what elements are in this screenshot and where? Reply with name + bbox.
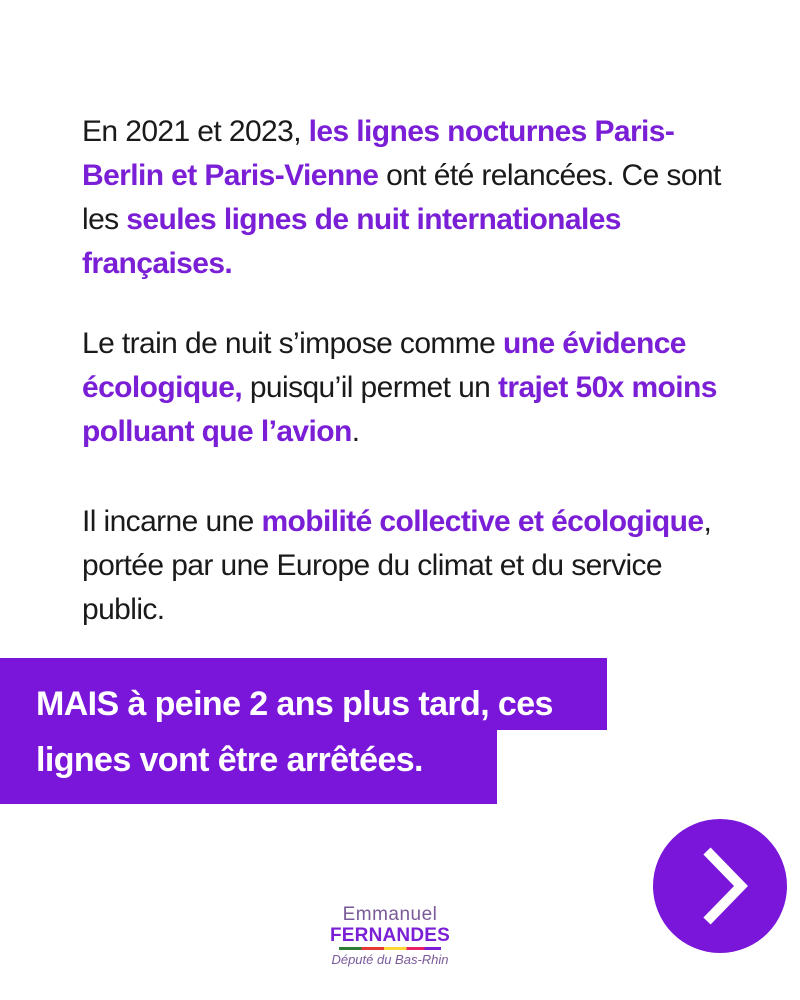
paragraph-line — [82, 242, 732, 286]
chevron-right-icon — [653, 819, 787, 953]
paragraph-line — [82, 410, 732, 454]
banner-line: lignes vont être arrêtées. — [0, 730, 497, 804]
text-segment: Le train de nuit s’impose comme — [82, 327, 504, 360]
paragraph-line — [82, 588, 732, 632]
paragraph-line — [82, 322, 732, 366]
highlighted-text: polluant que l’avion — [82, 415, 352, 448]
highlighted-text: Berlin et Paris-Vienne — [82, 159, 379, 192]
text-segment: public. — [82, 593, 165, 626]
paragraph-collective-mobility — [82, 500, 732, 632]
paragraph-line — [82, 500, 732, 544]
text-segment: En 2021 et 2023, — [82, 115, 309, 148]
paragraph-line — [82, 110, 732, 154]
highlighted-text: les lignes nocturnes Paris- — [308, 115, 675, 148]
text-segment: ont été relancées. Ce sont — [378, 159, 721, 192]
text-segment: . — [351, 415, 360, 448]
paragraph-line — [82, 366, 732, 410]
paragraph-line — [82, 544, 732, 588]
highlighted-text: mobilité collective et écologique — [261, 505, 704, 538]
text-segment: Il incarne une — [82, 505, 262, 538]
text-segment: les — [82, 203, 127, 236]
paragraph-line — [82, 154, 732, 198]
highlighted-text: une évidence — [503, 327, 686, 360]
banner-line: MAIS à peine 2 ans plus tard, ces — [0, 658, 607, 730]
highlighted-text: françaises. — [82, 247, 233, 280]
paragraph-night-lines-relaunch — [82, 110, 732, 286]
text-segment: puisqu’il permet un — [242, 371, 498, 404]
signature-last-name: FERNANDES — [329, 925, 451, 946]
text-segment: portée par une Europe du climat et du service — [82, 549, 663, 582]
paragraph-ecological-evidence — [82, 322, 732, 454]
signature-logo — [320, 904, 460, 968]
signature-color-rule — [339, 947, 441, 950]
paragraph-line — [82, 198, 732, 242]
highlighted-text: trajet 50x moins — [497, 371, 717, 404]
highlighted-text: écologique, — [82, 371, 243, 404]
highlighted-text: seules lignes de nuit internationales — [126, 203, 621, 236]
next-slide-button[interactable] — [653, 819, 787, 953]
signature-first-name: Emmanuel — [342, 904, 438, 925]
text-segment: , — [703, 505, 712, 538]
signature-role: Député du Bas-Rhin — [331, 952, 449, 967]
